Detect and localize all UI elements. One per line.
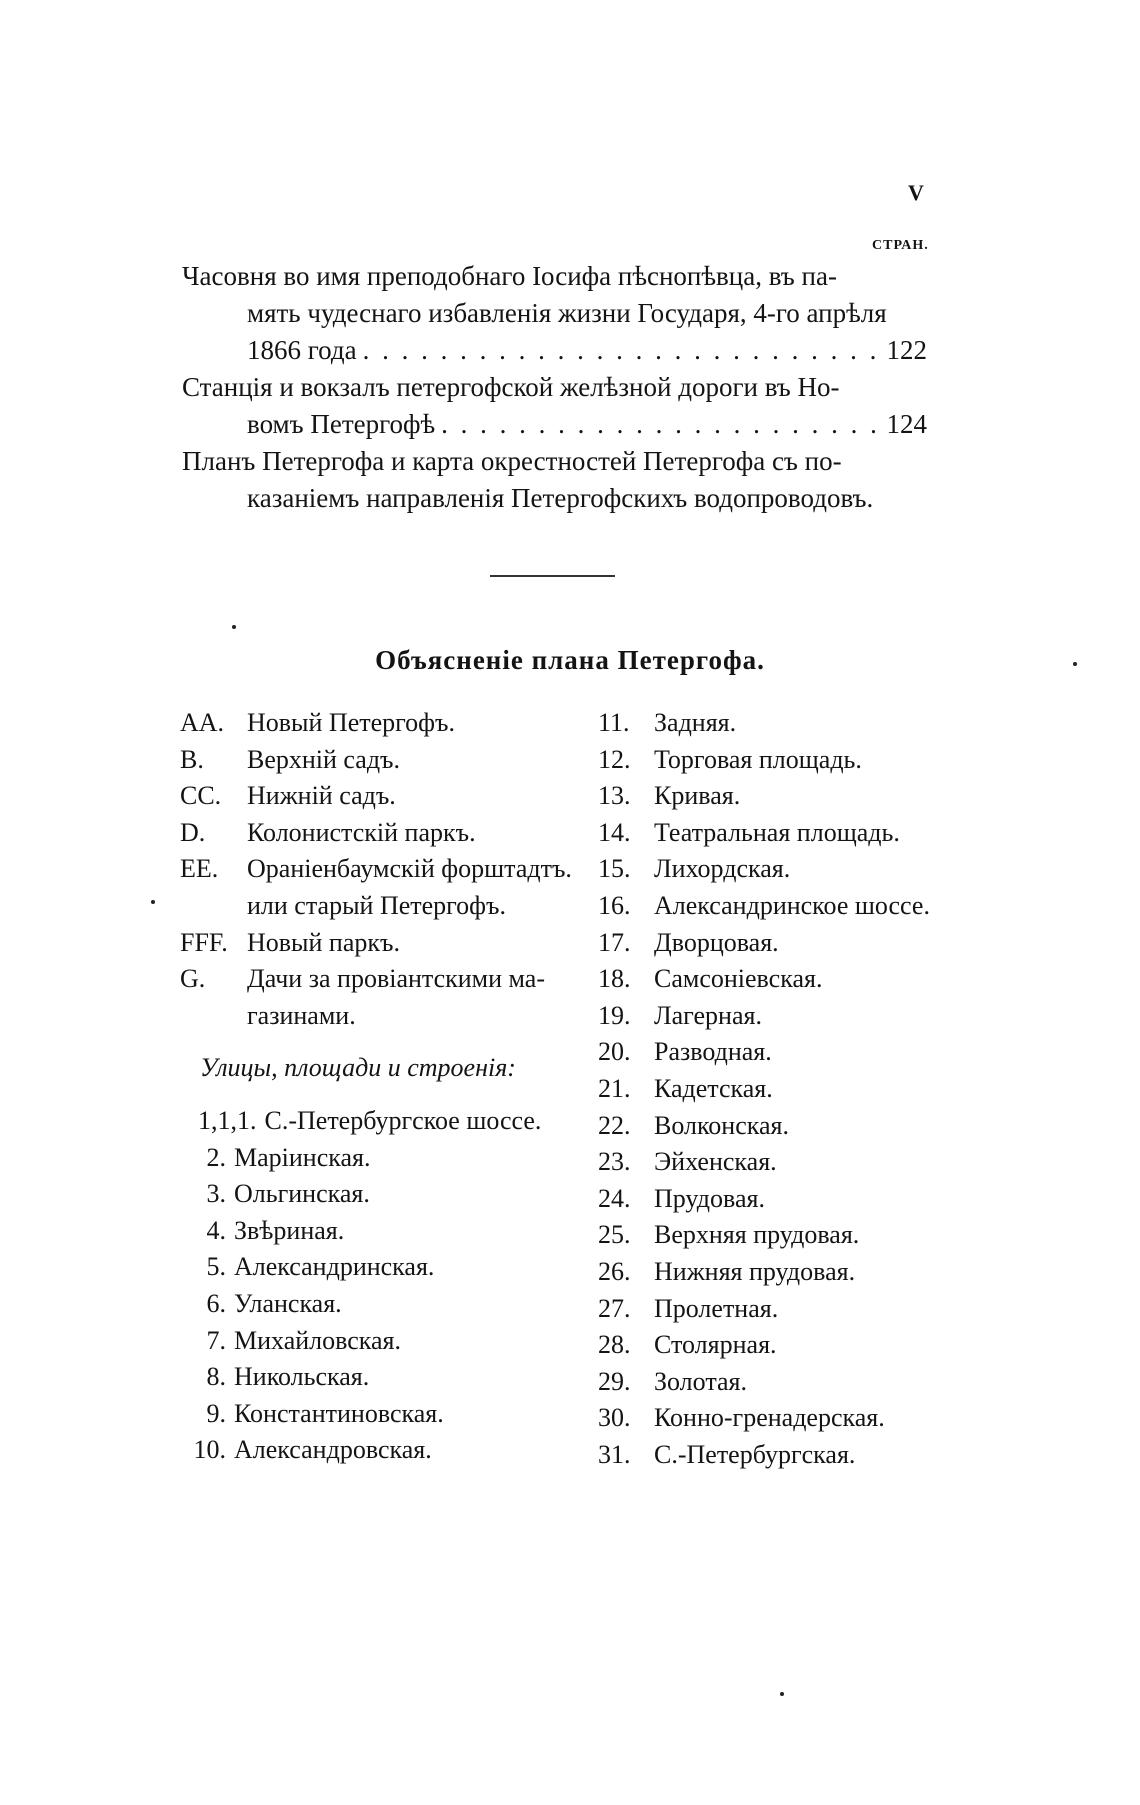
street-row <box>598 1327 958 1364</box>
street-number: 7. <box>206 1325 226 1355</box>
street-row <box>180 1359 590 1396</box>
street-number: 24. <box>598 1183 631 1213</box>
street-name: Конно-гренадерская. <box>654 1403 885 1433</box>
street-row <box>598 742 958 779</box>
street-row <box>598 1181 958 1218</box>
street-name: Константиновская. <box>234 1398 444 1428</box>
scan-speck <box>232 625 236 629</box>
street-row <box>180 1140 590 1177</box>
street-number: 17. <box>598 927 631 957</box>
toc-entry <box>182 443 927 517</box>
page-number: V <box>908 180 924 205</box>
toc-line: Станція и вокзалъ петергофской желѣзной дороги въ Но- <box>182 372 840 402</box>
legend-code: B. <box>180 744 204 774</box>
street-number: 1,1,1. <box>198 1105 257 1135</box>
street-name: Никольская. <box>234 1362 370 1392</box>
legend-code: D. <box>180 817 206 847</box>
dot-leader <box>357 332 887 369</box>
street-name: Эйхенская. <box>654 1147 777 1177</box>
street-number: 21. <box>598 1073 631 1103</box>
scan-speck <box>1073 662 1077 666</box>
toc-line: Планъ Петергофа и карта окрестностей Петергофа съ по- <box>182 446 842 476</box>
street-row <box>598 1254 958 1291</box>
street-number: 13. <box>598 781 631 811</box>
toc-line: Часовня во имя преподобнаго Іосифа пѣснопѣвца, въ па- <box>182 261 837 291</box>
street-name: С.-Петербургская. <box>654 1439 856 1469</box>
street-number: 25. <box>598 1220 631 1250</box>
toc-line: мять чудеснаго избавленія жизни Государя, 4-го апрѣля <box>247 298 887 328</box>
legend-continuation: газинами. <box>247 1000 356 1030</box>
street-row <box>598 1034 958 1071</box>
legend-code: EE. <box>180 854 219 884</box>
street-row <box>180 1213 590 1250</box>
street-name: Михайловская. <box>234 1325 402 1355</box>
street-name: Нижняя прудовая. <box>654 1256 856 1286</box>
street-row <box>598 1071 958 1108</box>
street-name: Задняя. <box>654 708 737 737</box>
street-name: Верхняя прудовая. <box>654 1220 860 1250</box>
toc-line: казаніемъ направленія Петергофскихъ водопроводовъ. <box>247 483 874 513</box>
section-divider <box>490 575 615 577</box>
legend-code: AA. <box>180 708 225 737</box>
street-number: 5. <box>206 1252 226 1282</box>
table-of-contents <box>182 258 927 517</box>
legend-continuation: или старый Петергофъ. <box>247 890 506 920</box>
street-row <box>598 815 958 852</box>
toc-leader-line <box>182 332 927 369</box>
street-row <box>598 851 958 888</box>
street-name: Маріинская. <box>234 1142 371 1172</box>
street-row <box>598 998 958 1035</box>
street-row <box>598 1437 958 1474</box>
street-name: Прудовая. <box>654 1183 765 1213</box>
street-row <box>180 1432 590 1469</box>
street-row <box>598 1144 958 1181</box>
legend-text: Новый Петергофъ. <box>247 708 455 737</box>
legend-code: G. <box>180 964 206 994</box>
street-row <box>598 705 958 742</box>
street-name: Лагерная. <box>654 1000 762 1030</box>
legend-code: FFF. <box>180 927 228 957</box>
street-number: 15. <box>598 854 631 884</box>
streets-heading: Улицы, площади и строенія: <box>200 1053 516 1083</box>
street-number: 2. <box>206 1142 226 1172</box>
street-number: 18. <box>598 964 631 994</box>
street-number: 23. <box>598 1147 631 1177</box>
street-name: Пролетная. <box>654 1293 779 1323</box>
toc-leader-line <box>182 406 927 443</box>
scan-speck <box>151 900 155 904</box>
street-number: 28. <box>598 1330 631 1360</box>
scan-speck <box>780 1692 784 1696</box>
street-name: Дворцовая. <box>654 927 779 957</box>
street-number: 11. <box>598 708 630 737</box>
street-row <box>598 1291 958 1328</box>
street-row <box>180 1176 590 1213</box>
legend-row <box>180 925 590 962</box>
toc-entry <box>182 369 927 443</box>
street-row <box>598 961 958 998</box>
street-name: Александринское шоссе. <box>654 890 930 920</box>
right-column <box>598 705 958 1473</box>
legend-text: Ораніенбаумскій форштадтъ. <box>247 854 572 884</box>
legend-text: Нижній садъ. <box>247 781 396 811</box>
street-row <box>598 1108 958 1145</box>
toc-page-number: 122 <box>886 335 927 365</box>
street-number: 22. <box>598 1110 631 1140</box>
left-column <box>180 705 590 1469</box>
street-number: 26. <box>598 1256 631 1286</box>
street-number: 20. <box>598 1037 631 1067</box>
street-name: Театральная площадь. <box>654 817 900 847</box>
legend-text: Верхній садъ. <box>247 744 401 774</box>
street-name: Александринская. <box>234 1252 435 1282</box>
legend-row <box>180 851 590 888</box>
street-name: Уланская. <box>234 1288 342 1318</box>
legend-row <box>180 961 590 998</box>
street-name: Столярная. <box>654 1330 777 1360</box>
legend-row <box>180 815 590 852</box>
street-name: С.-Петербургское шоссе. <box>264 1105 542 1135</box>
legend-row <box>180 705 590 742</box>
street-row <box>598 778 958 815</box>
street-number: 27. <box>598 1293 631 1323</box>
toc-line-text: вомъ Петергофѣ <box>247 409 436 439</box>
street-row <box>598 925 958 962</box>
street-row <box>180 1103 590 1140</box>
street-name: Кадетская. <box>654 1073 773 1103</box>
street-number: 19. <box>598 1000 631 1030</box>
street-name: Александровская. <box>234 1435 432 1465</box>
street-number: 3. <box>206 1179 226 1209</box>
street-name: Торговая площадь. <box>654 744 862 774</box>
street-number: 12. <box>598 744 631 774</box>
street-row <box>180 1396 590 1433</box>
toc-line-text: 1866 года <box>247 335 357 365</box>
street-number: 10. <box>193 1435 226 1465</box>
street-row <box>180 1249 590 1286</box>
street-name: Ольгинская. <box>234 1179 370 1209</box>
toc-entry <box>182 258 927 369</box>
legend-row <box>180 742 590 779</box>
street-row <box>598 888 958 925</box>
legend-text: Дачи за провіантскими ма- <box>247 964 546 994</box>
legend-text: Новый паркъ. <box>247 927 400 957</box>
street-number: 29. <box>598 1366 631 1396</box>
street-number: 16. <box>598 890 631 920</box>
street-row <box>180 1323 590 1360</box>
legend-row <box>180 778 590 815</box>
street-name: Кривая. <box>654 781 741 811</box>
street-number: 31. <box>598 1439 631 1469</box>
street-name: Самсоніевская. <box>654 964 823 994</box>
street-name: Разводная. <box>654 1037 772 1067</box>
street-number: 8. <box>206 1362 226 1392</box>
street-row <box>598 1400 958 1437</box>
street-name: Волконская. <box>654 1110 789 1140</box>
street-number: 4. <box>206 1215 226 1245</box>
street-name: Лихордская. <box>654 854 791 884</box>
dot-leader <box>435 406 886 443</box>
street-row <box>598 1364 958 1401</box>
page-column-header: СТРАН. <box>872 238 929 253</box>
street-name: Золотая. <box>654 1366 747 1396</box>
street-number: 9. <box>206 1398 226 1428</box>
street-name: Звѣриная. <box>234 1215 345 1245</box>
legend-text: Колонистскій паркъ. <box>247 817 476 847</box>
street-number: 30. <box>598 1403 631 1433</box>
section-title: Объясненіе плана Петергофа. <box>375 645 765 675</box>
toc-page-number: 124 <box>886 409 927 439</box>
street-row <box>598 1217 958 1254</box>
legend-code: CC. <box>180 781 222 811</box>
street-row <box>180 1286 590 1323</box>
street-number: 6. <box>206 1288 226 1318</box>
street-number: 14. <box>598 817 631 847</box>
